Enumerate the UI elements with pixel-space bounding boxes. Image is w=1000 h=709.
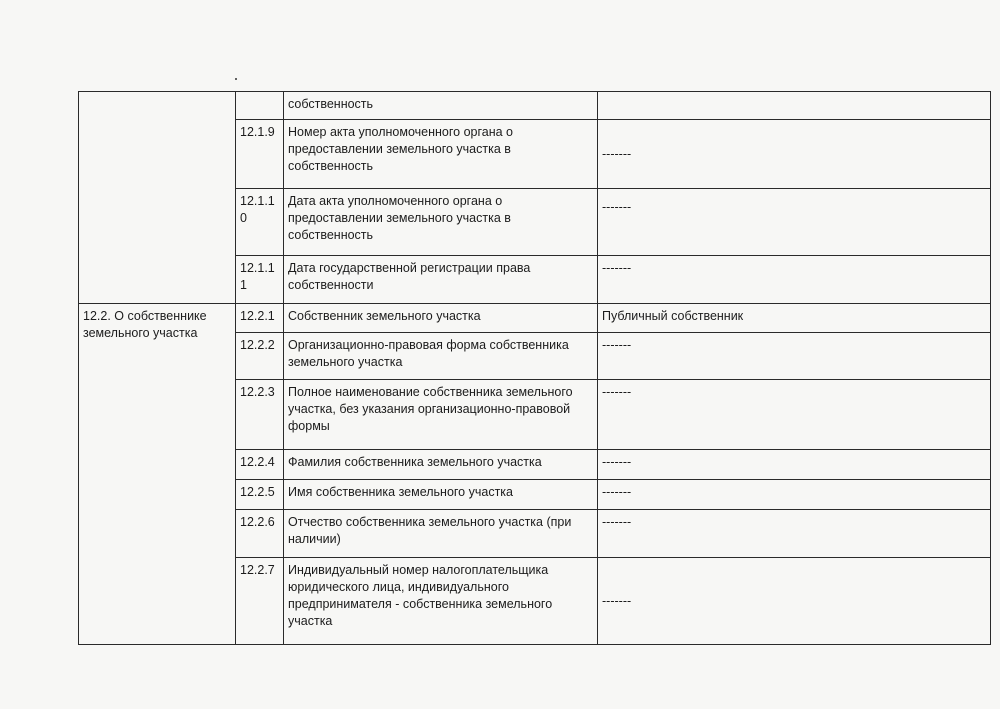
- row-number: [236, 92, 284, 120]
- table-row: [79, 92, 991, 120]
- row-number: 12.1.9: [236, 120, 284, 189]
- section-title-12-2: 12.2. О собственнике земельного участка: [79, 304, 236, 645]
- row-number: 12.2.5: [236, 480, 284, 510]
- row-value: -------: [598, 558, 991, 645]
- row-value: -------: [598, 256, 991, 304]
- row-number: 12.1.10: [236, 189, 284, 256]
- row-value: -------: [598, 450, 991, 480]
- row-label: Дата государственной регистрации права собственности: [284, 256, 598, 304]
- row-value: -------: [598, 189, 991, 256]
- row-number: 12.2.2: [236, 333, 284, 380]
- row-label: Дата акта уполномоченного органа о предоставлении земельного участка в собственность: [284, 189, 598, 256]
- row-label: Имя собственника земельного участка: [284, 480, 598, 510]
- row-number: 12.2.6: [236, 510, 284, 558]
- row-value: Публичный собственник: [598, 304, 991, 333]
- registry-table: [78, 91, 991, 645]
- row-label: Номер акта уполномоченного органа о предоставлении земельного участка в собственность: [284, 120, 598, 189]
- row-label: Полное наименование собственника земельного участка, без указания организационно-правовой формы: [284, 380, 598, 450]
- row-label: Индивидуальный номер налогоплательщика юридического лица, индивидуального предпринимателя - собственника земельного участка: [284, 558, 598, 645]
- row-number: 12.2.7: [236, 558, 284, 645]
- row-number: 12.2.3: [236, 380, 284, 450]
- row-value: -------: [598, 333, 991, 380]
- row-label: Фамилия собственника земельного участка: [284, 450, 598, 480]
- row-number: 12.2.4: [236, 450, 284, 480]
- row-value: [598, 92, 991, 120]
- row-number: 12.2.1: [236, 304, 284, 333]
- row-label: Организационно-правовая форма собственника земельного участка: [284, 333, 598, 380]
- row-value: -------: [598, 120, 991, 189]
- table-row: [79, 304, 991, 333]
- row-label: Собственник земельного участка: [284, 304, 598, 333]
- row-value: -------: [598, 510, 991, 558]
- row-value: -------: [598, 380, 991, 450]
- row-label: собственность: [284, 92, 598, 120]
- row-number: 12.1.11: [236, 256, 284, 304]
- scan-speck: [235, 78, 237, 80]
- row-value: -------: [598, 480, 991, 510]
- section-cell-12-1: [79, 92, 236, 304]
- row-label: Отчество собственника земельного участка (при наличии): [284, 510, 598, 558]
